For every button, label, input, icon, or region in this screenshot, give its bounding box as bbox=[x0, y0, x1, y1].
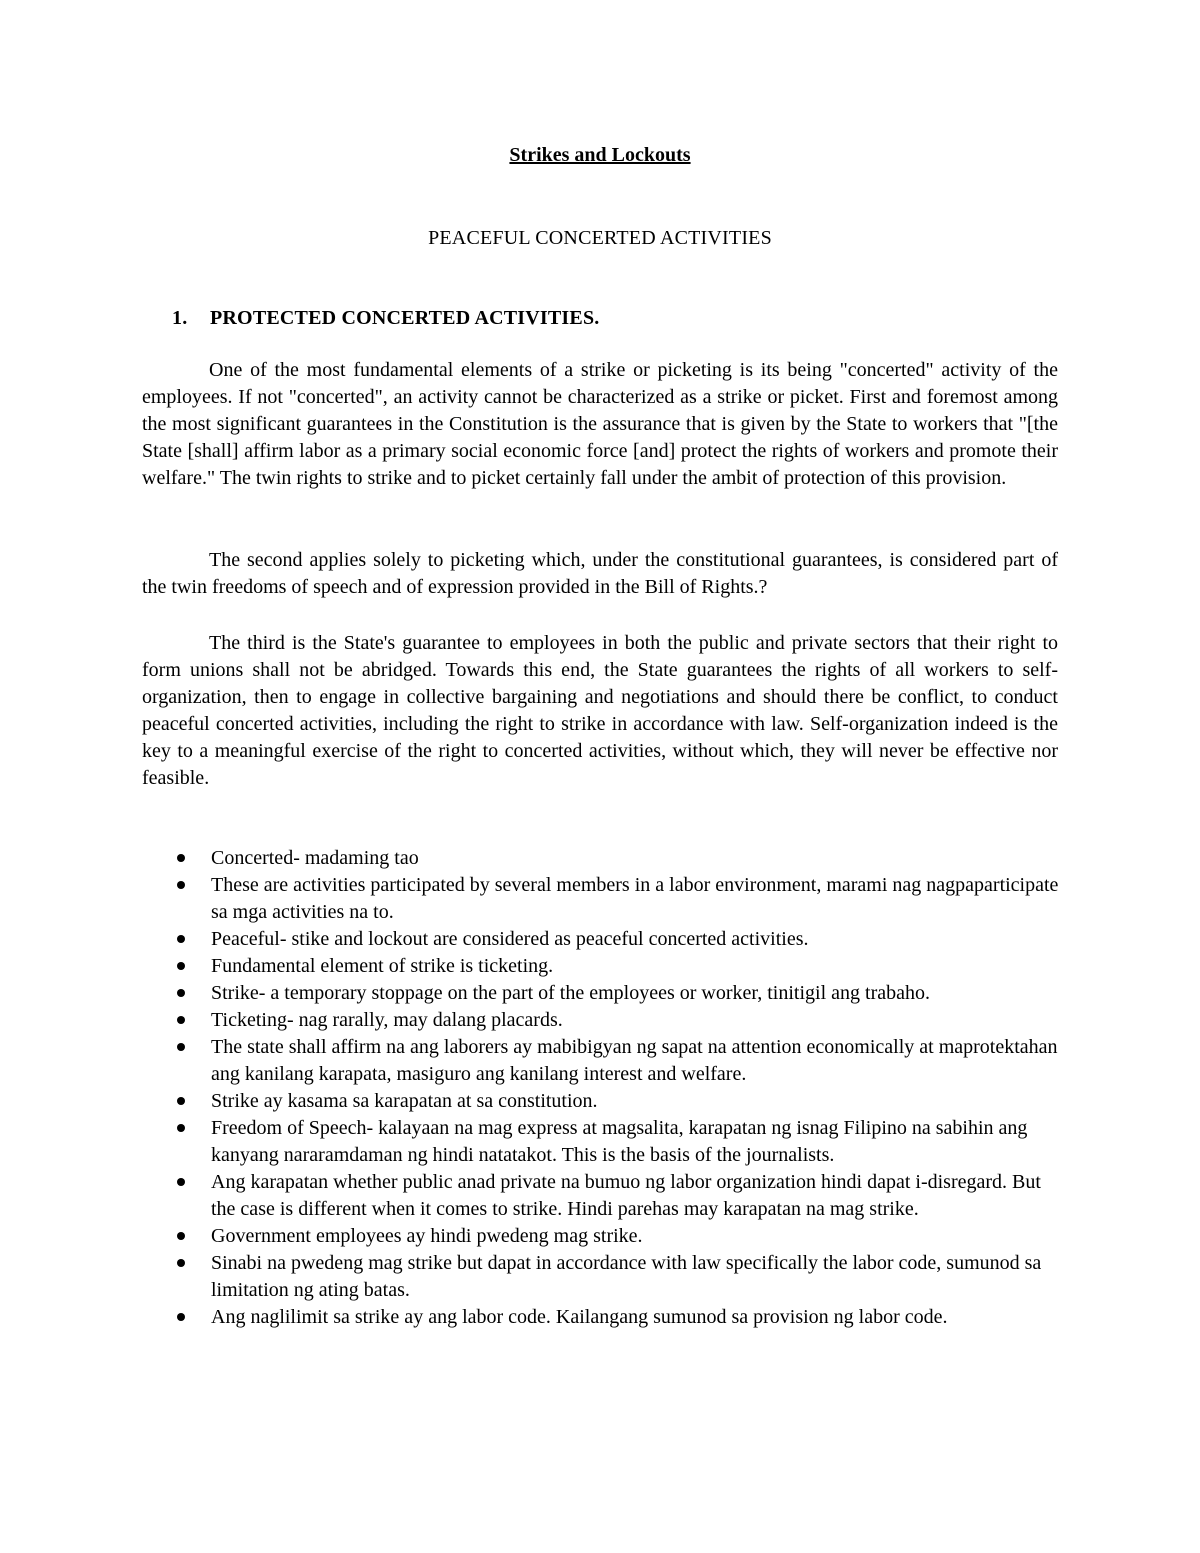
bullet-item bbox=[176, 1007, 1066, 1034]
bullet-dot-icon bbox=[177, 1016, 185, 1024]
bullet-item bbox=[176, 1223, 1066, 1250]
bullet-text: These are activities participated by several members in a labor environment, marami nag nagpaparticipate sa mga activities na to. bbox=[211, 874, 1059, 923]
bullet-dot-icon bbox=[177, 1043, 185, 1051]
bullet-dot-icon bbox=[177, 935, 185, 943]
bullet-text: Fundamental element of strike is ticketing. bbox=[211, 955, 554, 977]
bullet-item bbox=[176, 1115, 1066, 1169]
bullet-item bbox=[176, 980, 1066, 1007]
section-number: 1. bbox=[172, 307, 188, 329]
document-title: Strikes and Lockouts bbox=[509, 144, 691, 166]
paragraph-second-element: The second applies solely to picketing which, under the constitutional guarantees, is considered part of the twin freedoms of speech and of expression provided in the Bill of Rights.? bbox=[142, 549, 1058, 598]
bullet-text: Ang naglilimit sa strike ay ang labor code. Kailangang sumunod sa provision ng labor code. bbox=[211, 1306, 948, 1328]
bullet-dot-icon bbox=[177, 1097, 185, 1105]
bullet-dot-icon bbox=[177, 989, 185, 997]
bullet-dot-icon bbox=[177, 881, 185, 889]
bullet-item bbox=[176, 1169, 1066, 1223]
paragraph-first-element: One of the most fundamental elements of a strike or picketing is its being "concerted" activity of the employees. If not "concerted", an activity cannot be characterized as a strike or picket. First and foremost among the most significant guarantees in the Constitution is the assurance that is given by the State to workers that "[the State [shall] affirm labor as a primary social economic force [and] protect the rights of workers and promote their welfare." The twin rights to strike and to picket certainly fall under the ambit of protection of this provision. bbox=[142, 359, 1058, 489]
bullet-item bbox=[176, 1088, 1066, 1115]
bullet-item bbox=[176, 1304, 1066, 1331]
bullet-text: Sinabi na pwedeng mag strike but dapat in accordance with law specifically the labor code, sumunod sa limitation ng ating batas. bbox=[211, 1252, 1042, 1301]
bullet-text: Freedom of Speech- kalayaan na mag express at magsalita, karapatan ng isnag Filipino na sabihin ang kanyang nararamdaman ng hindi natatakot. This is the basis of the journalists. bbox=[211, 1117, 1028, 1166]
bullet-dot-icon bbox=[177, 1178, 185, 1186]
bullet-item bbox=[176, 926, 1066, 953]
bullet-dot-icon bbox=[177, 1124, 185, 1132]
section-heading bbox=[172, 305, 599, 331]
bullet-text: Government employees ay hindi pwedeng mag strike. bbox=[211, 1225, 643, 1247]
bullet-item bbox=[176, 1034, 1066, 1088]
bullet-text: The state shall affirm na ang laborers ay mabibigyan ng sapat na attention economically at maprotektahan ang kanilang karapata, masiguro ang kanilang interest and welfare. bbox=[211, 1036, 1058, 1085]
notes-bullet-list bbox=[176, 845, 1066, 1331]
bullet-text: Strike ay kasama sa karapatan at sa constitution. bbox=[211, 1090, 598, 1112]
paragraph-third-element: The third is the State's guarantee to employees in both the public and private sectors that their right to form unions shall not be abridged. Towards this end, the State guarantees the rights of all workers to self-organization, then to engage in collective bargaining and negotiations and should there be conflict, to conduct peaceful concerted activities, including the right to strike in accordance with law. Self-organization indeed is the key to a meaningful exercise of the right to concerted activities, without which, they will never be effective nor feasible. bbox=[142, 632, 1058, 789]
bullet-text: Peaceful- stike and lockout are considered as peaceful concerted activities. bbox=[211, 928, 809, 950]
bullet-item bbox=[176, 872, 1066, 926]
bullet-dot-icon bbox=[177, 1313, 185, 1321]
section-heading-text: PROTECTED CONCERTED ACTIVITIES. bbox=[210, 307, 600, 329]
document-subtitle: PEACEFUL CONCERTED ACTIVITIES bbox=[428, 227, 772, 249]
bullet-dot-icon bbox=[177, 962, 185, 970]
bullet-item bbox=[176, 1250, 1066, 1304]
bullet-item bbox=[176, 845, 1066, 872]
bullet-dot-icon bbox=[177, 854, 185, 862]
bullet-text: Concerted- madaming tao bbox=[211, 847, 419, 869]
bullet-text: Strike- a temporary stoppage on the part of the employees or worker, tinitigil ang trabaho. bbox=[211, 982, 930, 1004]
bullet-dot-icon bbox=[177, 1232, 185, 1240]
bullet-item bbox=[176, 953, 1066, 980]
bullet-dot-icon bbox=[177, 1259, 185, 1267]
bullet-text: Ang karapatan whether public anad private na bumuo ng labor organization hindi dapat i-disregard. But the case is different when it comes to strike. Hindi parehas may karapatan na mag strike. bbox=[211, 1171, 1041, 1220]
bullet-text: Ticketing- nag rarally, may dalang placards. bbox=[211, 1009, 563, 1031]
